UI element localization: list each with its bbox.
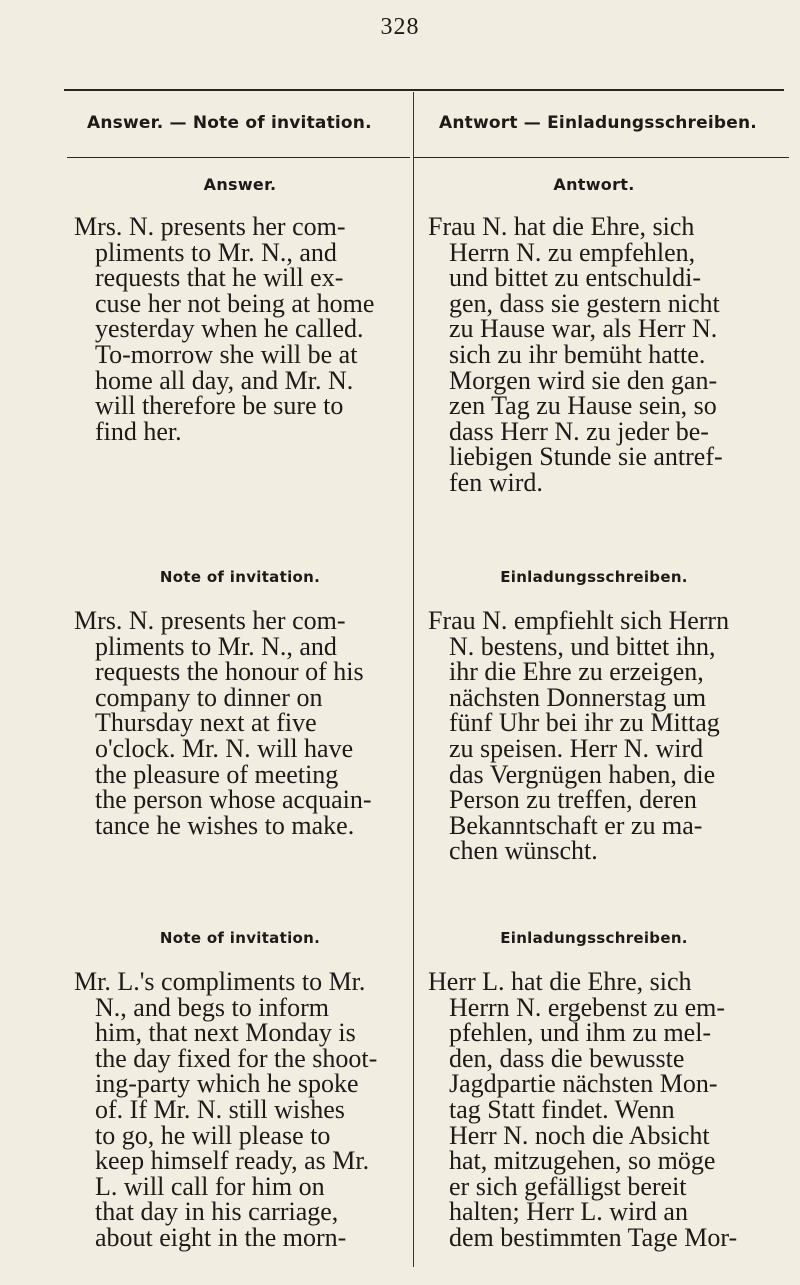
page-number: 328	[380, 14, 420, 40]
text-line: Frau N. empfiehlt sich Herrn	[428, 606, 730, 635]
column-divider	[413, 92, 414, 1267]
section-heading: Einladungsschreiben.	[500, 568, 688, 586]
text-line: o'clock. Mr. N. will have	[95, 733, 354, 763]
section-text	[428, 608, 760, 864]
text-line: cuse her not being at home	[95, 288, 375, 318]
header-rule-right	[414, 157, 789, 158]
section-heading: Einladungsschreiben.	[500, 929, 688, 947]
text-line: das Vergnügen haben, die	[449, 759, 716, 789]
text-line: pliments to Mr. N., and	[95, 631, 337, 661]
section-text	[428, 214, 760, 496]
text-line: fünf Uhr bei ihr zu Mittag	[449, 708, 720, 738]
text-line: company to dinner on	[95, 682, 323, 712]
text-line: L. will call for him on	[95, 1171, 325, 1201]
text-line: yesterday when he called.	[95, 314, 364, 344]
text-line: liebigen Stunde sie antref-	[449, 442, 723, 472]
text-line: the pleasure of meeting	[95, 759, 339, 789]
text-line: Herrn N. zu empfehlen,	[449, 237, 696, 267]
section-text	[74, 608, 406, 838]
section-text	[428, 969, 760, 1251]
text-line: Herr L. hat die Ehre, sich	[428, 967, 692, 996]
text-line: Frau N. hat die Ehre, sich	[428, 212, 695, 241]
text-line: zu speisen. Herr N. wird	[449, 733, 704, 763]
section-heading: Answer.	[203, 175, 277, 194]
text-line: tag Statt findet. Wenn	[449, 1094, 675, 1124]
text-line: dem bestimmten Tage Mor-	[449, 1222, 738, 1252]
header-rule-left	[67, 157, 410, 158]
text-line: pfehlen, und ihm zu mel-	[449, 1018, 712, 1048]
section-heading: Note of invitation.	[159, 568, 321, 586]
text-line: that day in his carriage,	[95, 1197, 339, 1227]
text-line: of. If Mr. N. still wishes	[95, 1094, 345, 1124]
text-line: the day fixed for the shoot-	[95, 1043, 378, 1073]
text-line: ihr die Ehre zu erzeigen,	[449, 657, 704, 687]
text-line: N., and begs to inform	[95, 992, 329, 1022]
text-line: halten; Herr L. wird an	[449, 1197, 688, 1227]
text-line: zen Tag zu Hause sein, so	[449, 391, 717, 421]
section-answer-german	[428, 175, 760, 496]
text-line: find her.	[95, 416, 182, 446]
text-line: requests that he will ex-	[95, 263, 344, 293]
text-line: tance he wishes to make.	[95, 810, 355, 840]
section-heading: Note of invitation.	[159, 929, 321, 947]
text-line: und bittet zu entschuldi-	[449, 263, 702, 293]
text-line: will therefore be sure to	[95, 391, 344, 421]
text-line: him, that next Monday is	[95, 1018, 356, 1048]
text-line: Person zu treffen, deren	[449, 785, 697, 815]
section-invitation-2-english	[74, 929, 406, 1251]
text-line: er sich gefälligst bereit	[449, 1171, 687, 1201]
text-line: nächsten Donnerstag um	[449, 682, 707, 712]
text-line: dass Herr N. zu jeder be-	[449, 416, 709, 446]
text-line: Thursday next at five	[95, 708, 317, 738]
text-line: pliments to Mr. N., and	[95, 237, 337, 267]
section-text	[74, 969, 406, 1251]
section-text	[74, 214, 406, 444]
text-line: gen, dass sie gestern nicht	[449, 288, 720, 318]
section-invitation-2-german	[428, 929, 760, 1251]
text-line: N. bestens, und bittet ihn,	[449, 631, 716, 661]
text-line: hat, mitzugehen, so möge	[449, 1146, 716, 1176]
text-line: requests the honour of his	[95, 657, 364, 687]
text-line: Mrs. N. presents her com-	[74, 606, 346, 635]
text-line: about eight in the morn-	[95, 1222, 347, 1252]
text-line: sich zu ihr bemüht hatte.	[449, 339, 706, 369]
section-invitation-german	[428, 568, 760, 864]
section-answer-english	[74, 175, 406, 444]
text-line: to go, he will please to	[95, 1120, 331, 1150]
text-line: the person whose acquain-	[95, 785, 372, 815]
text-line: keep himself ready, as Mr.	[95, 1146, 370, 1176]
header-left: Answer. — Note of invitation.	[87, 113, 372, 133]
text-line: Herrn N. ergebenst zu em-	[449, 992, 726, 1022]
text-line: To-morrow she will be at	[95, 339, 358, 369]
text-line: den, dass die bewusste	[449, 1043, 685, 1073]
text-line: Mrs. N. presents her com-	[74, 212, 346, 241]
text-line: Bekanntschaft er zu ma-	[449, 810, 703, 840]
header-right: Antwort — Einladungsschreiben.	[439, 113, 757, 133]
text-line: ing-party which he spoke	[95, 1069, 359, 1099]
text-line: Herr N. noch die Absicht	[449, 1120, 710, 1150]
text-line: Morgen wird sie den gan-	[449, 365, 718, 395]
text-line: chen wünscht.	[449, 836, 598, 866]
text-line: zu Hause war, als Herr N.	[449, 314, 718, 344]
text-line: Mr. L.'s compliments to Mr.	[74, 967, 366, 996]
section-heading: Antwort.	[553, 175, 635, 194]
section-invitation-english	[74, 568, 406, 838]
top-rule	[64, 89, 784, 91]
text-line: home all day, and Mr. N.	[95, 365, 354, 395]
text-line: fen wird.	[449, 467, 543, 497]
text-line: Jagdpartie nächsten Mon-	[449, 1069, 718, 1099]
